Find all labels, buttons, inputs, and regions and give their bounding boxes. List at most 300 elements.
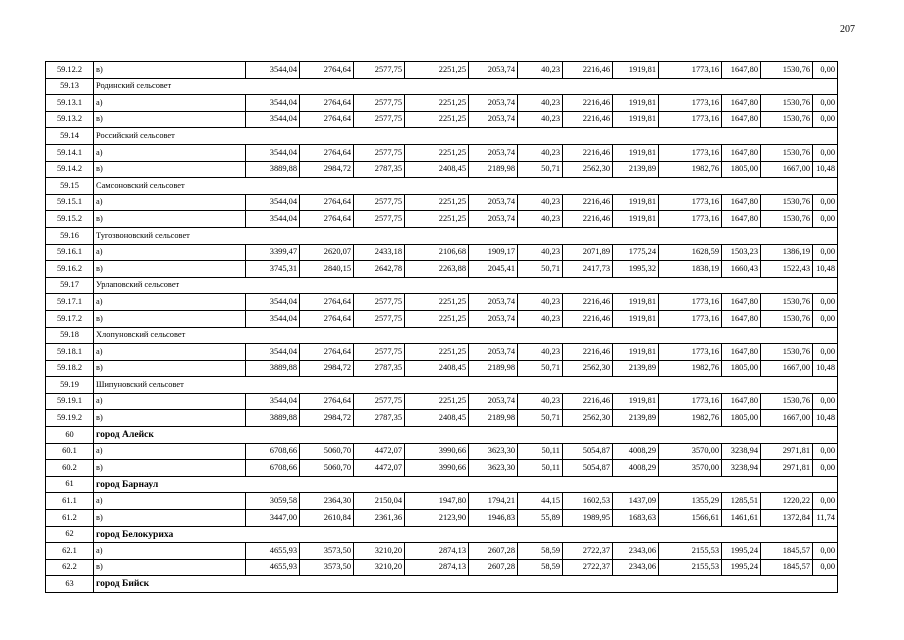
value-cell: 1667,00 [761, 161, 813, 178]
value-cell: 0,00 [813, 344, 838, 361]
value-cell: 44,15 [518, 493, 563, 510]
section-row [46, 576, 838, 593]
value-cell: 5060,70 [300, 443, 354, 460]
table-row [46, 443, 838, 460]
value-cell: 2607,28 [469, 559, 518, 576]
section-row [46, 476, 838, 493]
value-cell: 3544,04 [246, 344, 300, 361]
value-cell: 1647,80 [722, 211, 761, 228]
value-cell: 1437,09 [613, 493, 659, 510]
value-cell: 3544,04 [246, 194, 300, 211]
section-row [46, 377, 838, 394]
value-cell: 1919,81 [613, 310, 659, 327]
value-cell: 2984,72 [300, 410, 354, 427]
value-cell: 1285,51 [722, 493, 761, 510]
table-row [46, 460, 838, 477]
table-row [46, 510, 838, 527]
value-cell: 1982,76 [659, 360, 722, 377]
value-cell: 2189,98 [469, 360, 518, 377]
table-row [46, 261, 838, 278]
section-row [46, 427, 838, 444]
value-cell: 0,00 [813, 194, 838, 211]
value-cell: 3544,04 [246, 294, 300, 311]
value-cell: 1773,16 [659, 211, 722, 228]
value-cell: 1773,16 [659, 111, 722, 128]
value-cell: 1794,21 [469, 493, 518, 510]
value-cell: 3573,50 [300, 543, 354, 560]
value-cell: 1845,57 [761, 559, 813, 576]
table-row [46, 344, 838, 361]
table-row [46, 62, 838, 79]
value-cell: 40,23 [518, 95, 563, 112]
value-cell: 2251,25 [405, 294, 469, 311]
value-cell: 3238,94 [722, 443, 761, 460]
value-cell: 1530,76 [761, 310, 813, 327]
table-row [46, 111, 838, 128]
row-subitem: а) [94, 543, 246, 560]
table-row [46, 211, 838, 228]
table-row [46, 244, 838, 261]
table-body [46, 62, 838, 593]
value-cell: 3573,50 [300, 559, 354, 576]
row-subitem: в) [94, 111, 246, 128]
value-cell: 4008,29 [613, 460, 659, 477]
value-cell: 2216,46 [563, 194, 613, 211]
value-cell: 2251,25 [405, 310, 469, 327]
section-title: город Барнаул [94, 476, 838, 493]
value-cell: 2189,98 [469, 410, 518, 427]
value-cell: 0,00 [813, 294, 838, 311]
row-code: 61.1 [46, 493, 94, 510]
row-code: 59.13.2 [46, 111, 94, 128]
value-cell: 3447,00 [246, 510, 300, 527]
value-cell: 1773,16 [659, 310, 722, 327]
row-subitem: а) [94, 493, 246, 510]
row-subitem: в) [94, 261, 246, 278]
value-cell: 3889,88 [246, 360, 300, 377]
row-code: 62.2 [46, 559, 94, 576]
value-cell: 2053,74 [469, 111, 518, 128]
value-cell: 1647,80 [722, 95, 761, 112]
value-cell: 2984,72 [300, 360, 354, 377]
table-row [46, 161, 838, 178]
value-cell: 2577,75 [354, 95, 405, 112]
value-cell: 5060,70 [300, 460, 354, 477]
value-cell: 0,00 [813, 62, 838, 79]
value-cell: 1647,80 [722, 344, 761, 361]
value-cell: 10,48 [813, 360, 838, 377]
value-cell: 1773,16 [659, 144, 722, 161]
value-cell: 1628,59 [659, 244, 722, 261]
value-cell: 0,00 [813, 144, 838, 161]
value-cell: 0,00 [813, 244, 838, 261]
tariff-table [45, 61, 838, 593]
value-cell: 0,00 [813, 460, 838, 477]
value-cell: 6708,66 [246, 460, 300, 477]
value-cell: 1919,81 [613, 294, 659, 311]
value-cell: 2053,74 [469, 144, 518, 161]
row-subitem: в) [94, 310, 246, 327]
row-code: 63 [46, 576, 94, 593]
value-cell: 0,00 [813, 493, 838, 510]
value-cell: 1919,81 [613, 144, 659, 161]
value-cell: 50,71 [518, 360, 563, 377]
value-cell: 2764,64 [300, 344, 354, 361]
value-cell: 2577,75 [354, 194, 405, 211]
value-cell: 2577,75 [354, 211, 405, 228]
row-subitem: а) [94, 393, 246, 410]
value-cell: 3544,04 [246, 111, 300, 128]
value-cell: 1220,22 [761, 493, 813, 510]
value-cell: 40,23 [518, 393, 563, 410]
value-cell: 3990,66 [405, 443, 469, 460]
row-subitem: в) [94, 360, 246, 377]
table-row [46, 294, 838, 311]
row-subitem: а) [94, 344, 246, 361]
value-cell: 0,00 [813, 95, 838, 112]
row-code: 59.13.1 [46, 95, 94, 112]
value-cell: 2971,81 [761, 460, 813, 477]
value-cell: 11,74 [813, 510, 838, 527]
value-cell: 50,71 [518, 410, 563, 427]
value-cell: 2874,13 [405, 559, 469, 576]
value-cell: 0,00 [813, 393, 838, 410]
value-cell: 2071,89 [563, 244, 613, 261]
table-row [46, 144, 838, 161]
value-cell: 2764,64 [300, 194, 354, 211]
value-cell: 2361,36 [354, 510, 405, 527]
value-cell: 0,00 [813, 559, 838, 576]
row-code: 61.2 [46, 510, 94, 527]
row-code: 59.14.2 [46, 161, 94, 178]
value-cell: 1530,76 [761, 344, 813, 361]
value-cell: 2764,64 [300, 211, 354, 228]
value-cell: 2562,30 [563, 161, 613, 178]
value-cell: 2577,75 [354, 111, 405, 128]
row-subitem: а) [94, 144, 246, 161]
value-cell: 2610,84 [300, 510, 354, 527]
value-cell: 2053,74 [469, 211, 518, 228]
value-cell: 2364,30 [300, 493, 354, 510]
section-title: город Алейск [94, 427, 838, 444]
value-cell: 40,23 [518, 211, 563, 228]
row-code: 62 [46, 526, 94, 543]
value-cell: 5054,87 [563, 443, 613, 460]
value-cell: 58,59 [518, 559, 563, 576]
table-row [46, 310, 838, 327]
value-cell: 1947,80 [405, 493, 469, 510]
value-cell: 3544,04 [246, 144, 300, 161]
value-cell: 2251,25 [405, 194, 469, 211]
table-row [46, 410, 838, 427]
value-cell: 1989,95 [563, 510, 613, 527]
value-cell: 1647,80 [722, 62, 761, 79]
value-cell: 2642,78 [354, 261, 405, 278]
value-cell: 2577,75 [354, 344, 405, 361]
value-cell: 2155,53 [659, 543, 722, 560]
value-cell: 2053,74 [469, 393, 518, 410]
value-cell: 3544,04 [246, 95, 300, 112]
table-row [46, 95, 838, 112]
value-cell: 2045,41 [469, 261, 518, 278]
value-cell: 1683,63 [613, 510, 659, 527]
value-cell: 3745,31 [246, 261, 300, 278]
value-cell: 2577,75 [354, 393, 405, 410]
value-cell: 1909,17 [469, 244, 518, 261]
value-cell: 2787,35 [354, 360, 405, 377]
value-cell: 2577,75 [354, 62, 405, 79]
value-cell: 50,71 [518, 261, 563, 278]
value-cell: 0,00 [813, 443, 838, 460]
value-cell: 3570,00 [659, 460, 722, 477]
value-cell: 2343,06 [613, 559, 659, 576]
value-cell: 3544,04 [246, 62, 300, 79]
section-title: город Бийск [94, 576, 838, 593]
value-cell: 2053,74 [469, 310, 518, 327]
value-cell: 1919,81 [613, 62, 659, 79]
section-row [46, 178, 838, 195]
value-cell: 1530,76 [761, 211, 813, 228]
value-cell: 1647,80 [722, 111, 761, 128]
value-cell: 2139,89 [613, 410, 659, 427]
row-subitem: а) [94, 443, 246, 460]
value-cell: 1667,00 [761, 360, 813, 377]
value-cell: 2053,74 [469, 62, 518, 79]
section-row [46, 327, 838, 344]
value-cell: 40,23 [518, 294, 563, 311]
value-cell: 6708,66 [246, 443, 300, 460]
value-cell: 2343,06 [613, 543, 659, 560]
row-subitem: в) [94, 460, 246, 477]
value-cell: 1805,00 [722, 161, 761, 178]
value-cell: 40,23 [518, 194, 563, 211]
value-cell: 40,23 [518, 344, 563, 361]
value-cell: 1355,29 [659, 493, 722, 510]
value-cell: 2787,35 [354, 161, 405, 178]
value-cell: 1647,80 [722, 310, 761, 327]
value-cell: 2764,64 [300, 95, 354, 112]
value-cell: 0,00 [813, 111, 838, 128]
value-cell: 5054,87 [563, 460, 613, 477]
row-code: 59.19.1 [46, 393, 94, 410]
row-subitem: в) [94, 62, 246, 79]
value-cell: 1647,80 [722, 144, 761, 161]
value-cell: 2764,64 [300, 62, 354, 79]
value-cell: 1602,53 [563, 493, 613, 510]
row-code: 59.17.1 [46, 294, 94, 311]
value-cell: 2216,46 [563, 144, 613, 161]
row-subitem: а) [94, 294, 246, 311]
value-cell: 2787,35 [354, 410, 405, 427]
row-code: 60.1 [46, 443, 94, 460]
page-number: 207 [840, 24, 855, 35]
row-code: 59.13 [46, 78, 94, 95]
value-cell: 2251,25 [405, 144, 469, 161]
value-cell: 2106,68 [405, 244, 469, 261]
value-cell: 1773,16 [659, 194, 722, 211]
value-cell: 1647,80 [722, 194, 761, 211]
row-code: 62.1 [46, 543, 94, 560]
value-cell: 1530,76 [761, 393, 813, 410]
row-code: 59.14 [46, 128, 94, 145]
section-title: Родинский сельсовет [94, 78, 838, 95]
value-cell: 4655,93 [246, 559, 300, 576]
value-cell: 2123,90 [405, 510, 469, 527]
value-cell: 50,11 [518, 460, 563, 477]
value-cell: 40,23 [518, 144, 563, 161]
value-cell: 2417,73 [563, 261, 613, 278]
value-cell: 55,89 [518, 510, 563, 527]
value-cell: 1919,81 [613, 111, 659, 128]
section-title: город Белокуриха [94, 526, 838, 543]
value-cell: 2764,64 [300, 294, 354, 311]
value-cell: 1845,57 [761, 543, 813, 560]
value-cell: 2216,46 [563, 294, 613, 311]
value-cell: 1530,76 [761, 111, 813, 128]
row-code: 59.19 [46, 377, 94, 394]
value-cell: 2408,45 [405, 410, 469, 427]
value-cell: 0,00 [813, 211, 838, 228]
section-title: Самсоновский сельсовет [94, 178, 838, 195]
value-cell: 1773,16 [659, 393, 722, 410]
value-cell: 2216,46 [563, 95, 613, 112]
value-cell: 2216,46 [563, 393, 613, 410]
value-cell: 1530,76 [761, 144, 813, 161]
value-cell: 2053,74 [469, 95, 518, 112]
value-cell: 1647,80 [722, 393, 761, 410]
value-cell: 2408,45 [405, 360, 469, 377]
value-cell: 2053,74 [469, 294, 518, 311]
value-cell: 40,23 [518, 244, 563, 261]
row-code: 59.17 [46, 277, 94, 294]
value-cell: 3889,88 [246, 410, 300, 427]
value-cell: 3238,94 [722, 460, 761, 477]
value-cell: 2251,25 [405, 393, 469, 410]
row-code: 59.19.2 [46, 410, 94, 427]
value-cell: 3889,88 [246, 161, 300, 178]
row-code: 61 [46, 476, 94, 493]
value-cell: 2433,18 [354, 244, 405, 261]
value-cell: 4008,29 [613, 443, 659, 460]
value-cell: 1372,84 [761, 510, 813, 527]
row-subitem: в) [94, 211, 246, 228]
value-cell: 3623,30 [469, 460, 518, 477]
value-cell: 2251,25 [405, 62, 469, 79]
value-cell: 1773,16 [659, 95, 722, 112]
value-cell: 2251,25 [405, 344, 469, 361]
value-cell: 4472,07 [354, 443, 405, 460]
value-cell: 2155,53 [659, 559, 722, 576]
value-cell: 1773,16 [659, 62, 722, 79]
value-cell: 2053,74 [469, 194, 518, 211]
table-row [46, 559, 838, 576]
value-cell: 2722,37 [563, 559, 613, 576]
value-cell: 2139,89 [613, 360, 659, 377]
value-cell: 2251,25 [405, 95, 469, 112]
value-cell: 1919,81 [613, 344, 659, 361]
table-row [46, 194, 838, 211]
value-cell: 1566,61 [659, 510, 722, 527]
row-code: 59.12.2 [46, 62, 94, 79]
row-code: 59.16 [46, 227, 94, 244]
value-cell: 2840,15 [300, 261, 354, 278]
value-cell: 2874,13 [405, 543, 469, 560]
value-cell: 2251,25 [405, 211, 469, 228]
section-title: Урлаповский сельсовет [94, 277, 838, 294]
value-cell: 1775,24 [613, 244, 659, 261]
value-cell: 2216,46 [563, 211, 613, 228]
table-row [46, 393, 838, 410]
section-row [46, 227, 838, 244]
value-cell: 3544,04 [246, 310, 300, 327]
value-cell: 50,71 [518, 161, 563, 178]
value-cell: 1919,81 [613, 194, 659, 211]
section-row [46, 277, 838, 294]
value-cell: 2263,88 [405, 261, 469, 278]
value-cell: 1773,16 [659, 344, 722, 361]
section-row [46, 526, 838, 543]
value-cell: 1530,76 [761, 194, 813, 211]
value-cell: 2984,72 [300, 161, 354, 178]
value-cell: 1919,81 [613, 393, 659, 410]
value-cell: 3544,04 [246, 393, 300, 410]
value-cell: 3990,66 [405, 460, 469, 477]
value-cell: 1805,00 [722, 360, 761, 377]
value-cell: 2408,45 [405, 161, 469, 178]
value-cell: 2216,46 [563, 344, 613, 361]
value-cell: 3059,58 [246, 493, 300, 510]
value-cell: 2139,89 [613, 161, 659, 178]
value-cell: 1919,81 [613, 211, 659, 228]
value-cell: 1530,76 [761, 95, 813, 112]
value-cell: 2150,04 [354, 493, 405, 510]
value-cell: 1982,76 [659, 161, 722, 178]
value-cell: 1461,61 [722, 510, 761, 527]
value-cell: 1919,81 [613, 95, 659, 112]
table-row [46, 543, 838, 560]
row-subitem: в) [94, 410, 246, 427]
value-cell: 2216,46 [563, 62, 613, 79]
value-cell: 1805,00 [722, 410, 761, 427]
value-cell: 0,00 [813, 310, 838, 327]
value-cell: 2577,75 [354, 144, 405, 161]
row-subitem: а) [94, 194, 246, 211]
value-cell: 1660,43 [722, 261, 761, 278]
row-subitem: а) [94, 244, 246, 261]
value-cell: 1386,19 [761, 244, 813, 261]
row-code: 59.17.2 [46, 310, 94, 327]
value-cell: 1982,76 [659, 410, 722, 427]
value-cell: 3210,20 [354, 543, 405, 560]
value-cell: 2764,64 [300, 310, 354, 327]
value-cell: 3623,30 [469, 443, 518, 460]
value-cell: 1995,24 [722, 543, 761, 560]
section-row [46, 128, 838, 145]
row-code: 59.16.1 [46, 244, 94, 261]
row-subitem: в) [94, 510, 246, 527]
value-cell: 2562,30 [563, 360, 613, 377]
section-title: Шипуновский сельсовет [94, 377, 838, 394]
section-title: Хлопуновский сельсовет [94, 327, 838, 344]
table-row [46, 493, 838, 510]
value-cell: 2216,46 [563, 111, 613, 128]
value-cell: 1503,23 [722, 244, 761, 261]
value-cell: 1530,76 [761, 62, 813, 79]
value-cell: 1647,80 [722, 294, 761, 311]
value-cell: 40,23 [518, 62, 563, 79]
section-title: Тугозвоновский сельсовет [94, 227, 838, 244]
value-cell: 40,23 [518, 111, 563, 128]
